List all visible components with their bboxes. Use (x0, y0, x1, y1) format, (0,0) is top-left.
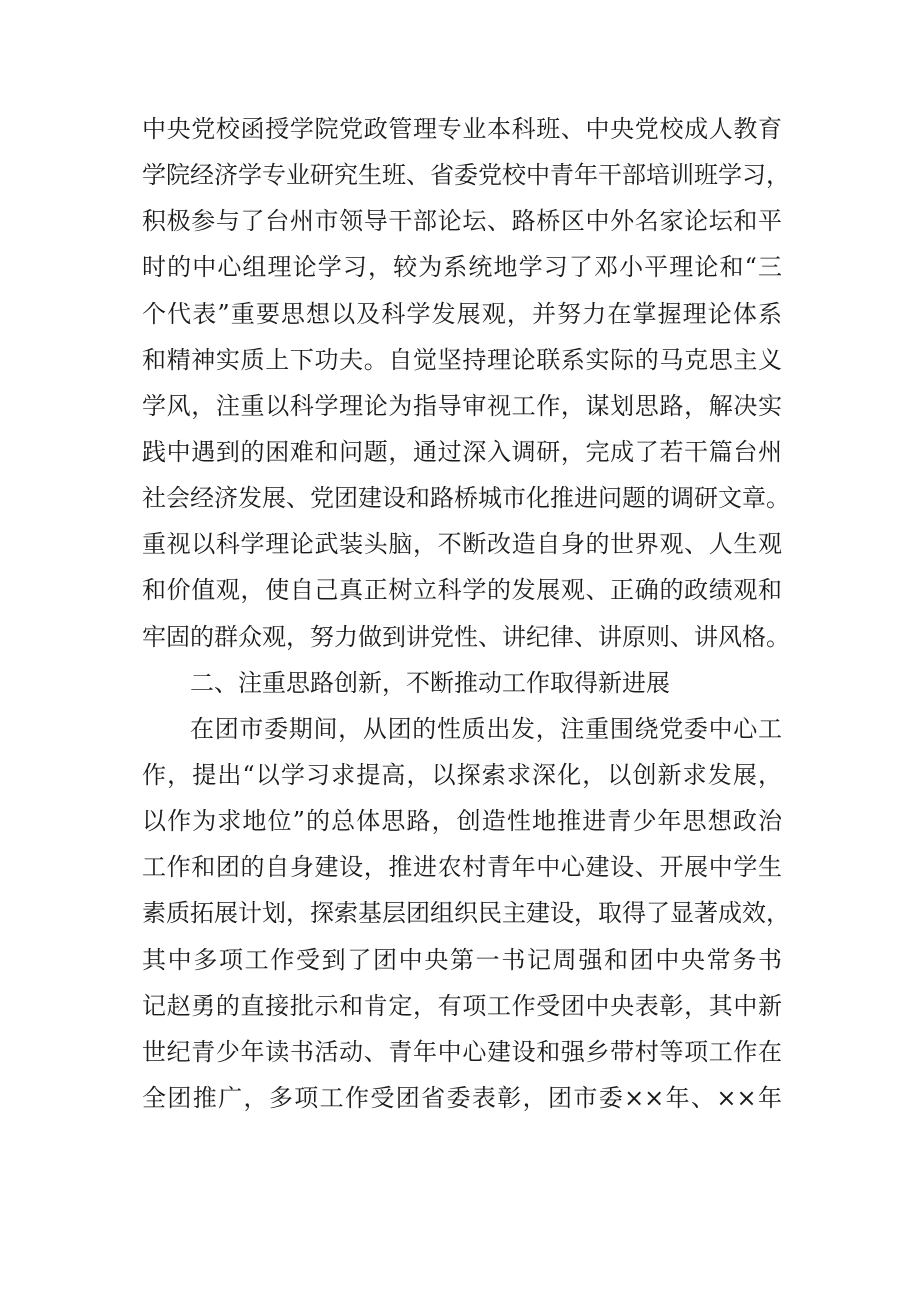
text-line: 学院经济学专业研究生班、省委党校中青年干部培训班学习， (142, 161, 790, 190)
text-line: 和价值观，使自己真正树立科学的发展观、正确的政绩观和 (142, 576, 782, 605)
text-line: 时的中心组理论学习，较为系统地学习了邓小平理论和“三 (142, 253, 782, 282)
text-line: 工作和团的自身建设，推进农村青年中心建设、开展中学生 (142, 853, 782, 882)
text-line: 二、注重思路创新，不断推动工作取得新进展 (190, 668, 670, 697)
text-line: 记赵勇的直接批示和肯定，有项工作受团中央表彰，其中新 (142, 991, 782, 1020)
document-body (142, 106, 790, 1121)
text-line: 素质拓展计划，探索基层团组织民主建设，取得了显著成效， (142, 899, 790, 928)
text-line: 牢固的群众观，努力做到讲党性、讲纪律、讲原则、讲风格。 (142, 622, 790, 651)
text-line: 和精神实质上下功夫。自觉坚持理论联系实际的马克思主义 (142, 345, 782, 374)
text-line: 中央党校函授学院党政管理专业本科班、中央党校成人教育 (142, 115, 782, 143)
text-line: 践中遇到的困难和问题，通过深入调研，完成了若干篇台州 (142, 437, 782, 466)
text-line: 其中多项工作受到了团中央第一书记周强和团中央常务书 (142, 945, 782, 974)
text-line: 重视以科学理论武装头脑，不断改造自身的世界观、人生观 (142, 530, 782, 559)
text-line: 作，提出“以学习求提高，以探索求深化，以创新求发展， (142, 760, 782, 789)
text-line: 积极参与了台州市领导干部论坛、路桥区中外名家论坛和平 (142, 207, 782, 236)
text-line: 个代表”重要思想以及科学发展观，并努力在掌握理论体系 (142, 299, 782, 328)
text-line: 以作为求地位”的总体思路，创造性地推进青少年思想政治 (142, 807, 782, 836)
text-line: 全团推广，多项工作受团省委表彰，团市委××年、××年 (142, 1083, 782, 1112)
text-line: 在团市委期间，从团的性质出发，注重围绕党委中心工 (190, 714, 782, 743)
text-line: 社会经济发展、党团建设和路桥城市化推进问题的调研文章。 (142, 484, 790, 513)
text-line: 学风，注重以科学理论为指导审视工作，谋划思路，解决实 (142, 391, 782, 420)
text-line: 世纪青少年读书活动、青年中心建设和强乡带村等项工作在 (142, 1037, 782, 1066)
